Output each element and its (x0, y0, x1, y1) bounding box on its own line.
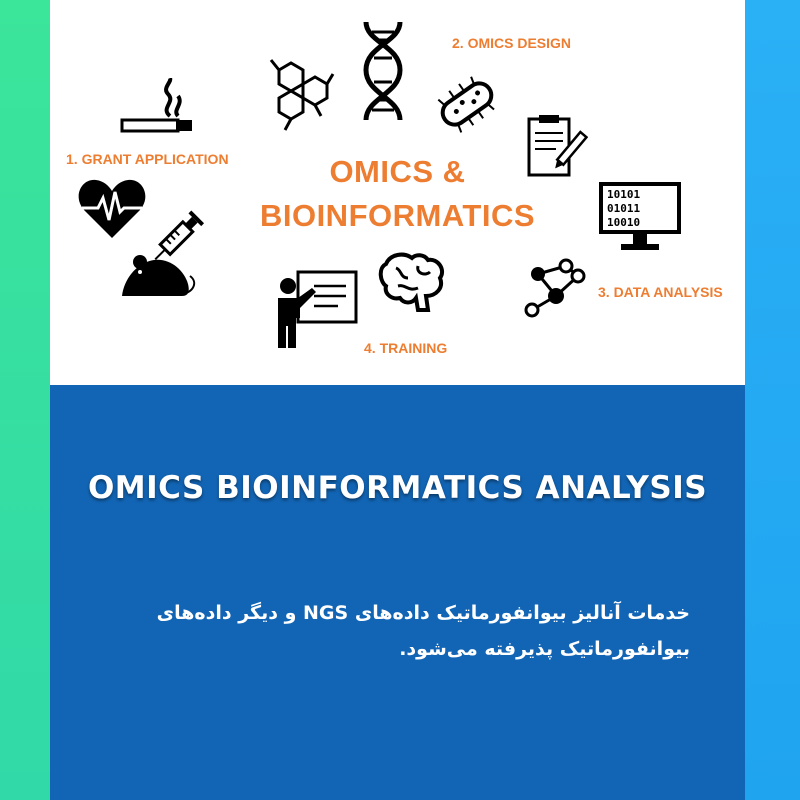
network-icon (520, 258, 590, 322)
molecule-icon (265, 52, 335, 136)
right-border-strip (745, 0, 800, 800)
binary-text-row-2: 01011 (607, 202, 641, 215)
step-omics-design-label: 2. OMICS DESIGN (452, 35, 572, 51)
lab-mouse-icon (118, 248, 198, 300)
left-border-strip (0, 0, 50, 800)
service-description: خدمات آنالیز بیوانفورماتیک داده‌های NGS و دیگر داده‌های بیوانفورماتیک پذیرفته می‌شود. (156, 602, 690, 660)
dna-icon (360, 18, 406, 124)
bacteria-icon (432, 72, 502, 136)
center-title-line-1: OMICS & (329, 154, 466, 189)
infographic-panel (50, 0, 745, 385)
step-training-label: 4. TRAINING (364, 340, 448, 356)
page-title: OMICS BIOINFORMATICS ANALYSIS (87, 470, 708, 506)
presenter-icon (274, 270, 358, 350)
cigarette-icon (120, 78, 200, 138)
step-grant-application-label: 1. GRANT APPLICATION (66, 151, 229, 167)
center-title-line-2: BIOINFORMATICS (259, 198, 536, 233)
content-panel (50, 385, 745, 800)
step-data-analysis-label: 3. DATA ANALYSIS (598, 284, 723, 300)
binary-text-row-1: 10101 (607, 188, 641, 201)
brain-icon (378, 252, 446, 312)
binary-text-row-3: 10010 (607, 216, 641, 229)
